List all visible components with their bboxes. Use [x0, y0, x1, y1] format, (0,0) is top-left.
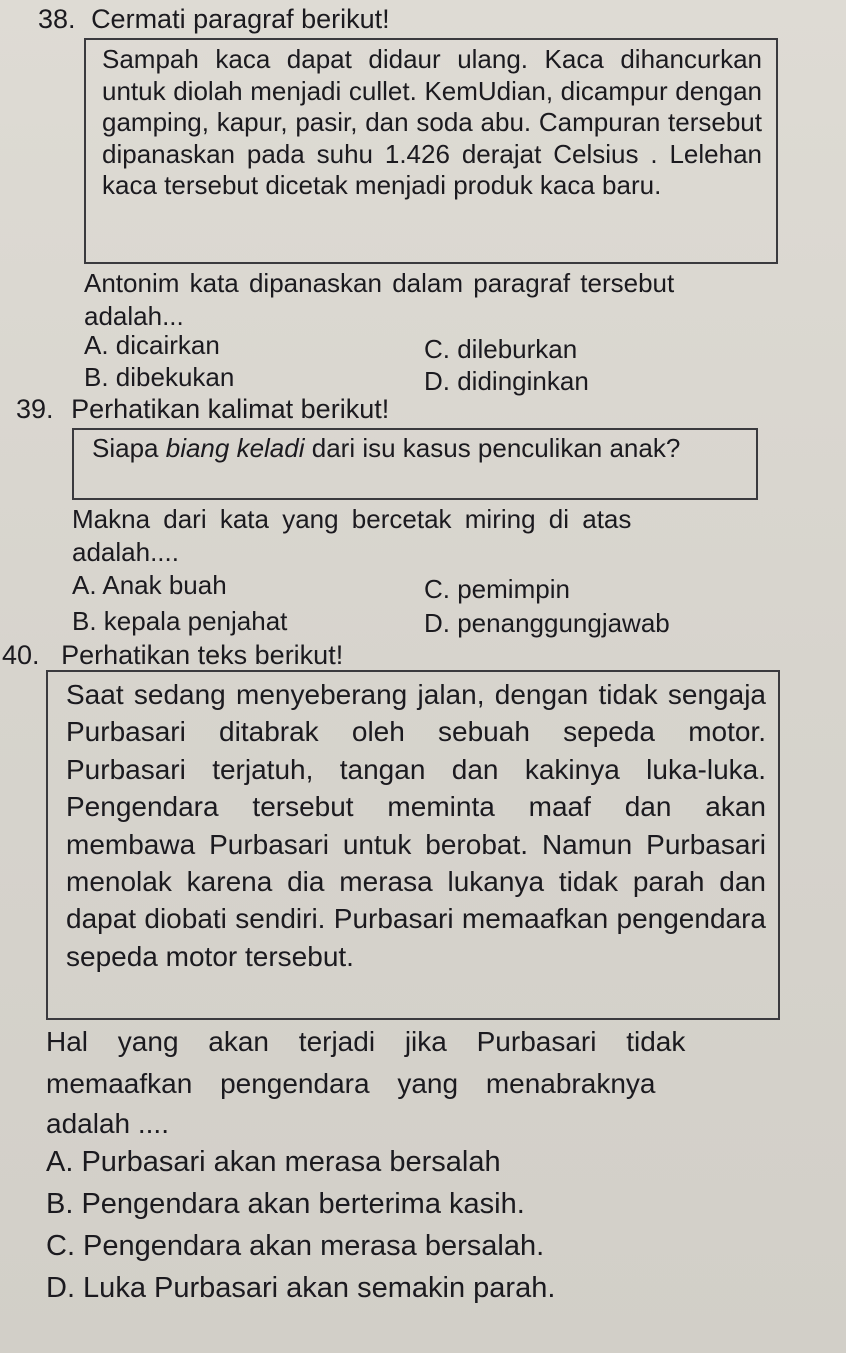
question-39-instruction: Perhatikan kalimat berikut!	[71, 394, 390, 424]
question-39-header	[16, 394, 389, 425]
question-39-prompt-line-1: Makna dari kata yang bercetak miring di atas	[72, 504, 632, 534]
question-40-prompt-line-1: Hal yang akan terjadi jika Purbasari tidak	[46, 1026, 686, 1057]
question-39-option-a[interactable]: A. Anak buah	[72, 570, 227, 600]
question-38-option-a[interactable]: A. dicairkan	[84, 330, 220, 360]
question-38-prompt-line-2: adalah...	[84, 301, 184, 331]
question-40-prompt-line-3: adalah ....	[46, 1108, 169, 1139]
question-38-option-c[interactable]: C. dileburkan	[424, 334, 578, 364]
question-38-prompt-line-1: Antonim kata dipanaskan dalam paragraf tersebut	[84, 268, 675, 298]
question-39-sentence-before: Siapa	[92, 433, 166, 463]
question-38-passage-box	[84, 38, 778, 264]
question-39-sentence-box	[72, 428, 758, 500]
question-38-option-b[interactable]: B. dibekukan	[84, 362, 235, 392]
question-38-passage: Sampah kaca dapat didaur ulang. Kaca dihancurkan untuk diolah menjadi cullet. KemUdian, dicampur dengan gamping, kapur, pasir, dan soda abu. Campuran tersebut dipanaskan pada suhu 1.426 derajat Celsius . Lelehan kaca tersebut dicetak menjadi produk kaca baru.	[102, 44, 762, 200]
question-40-option-a[interactable]: A. Purbasari akan merasa bersalah	[46, 1146, 501, 1178]
question-39-italic-phrase: biang keladi	[165, 433, 305, 463]
question-39-sentence	[92, 433, 742, 464]
question-40-passage-box	[46, 670, 780, 1020]
question-40-instruction: Perhatikan teks berikut!	[61, 640, 344, 670]
question-40-passage: Saat sedang menyeberang jalan, dengan tidak sengaja Purbasari ditabrak oleh sebuah sepeda motor. Purbasari terjatuh, tangan dan kakinya luka-luka. Pengendara tersebut meminta maaf dan akan membawa Purbasari untuk berobat. Namun Purbasari menolak karena dia merasa lukanya tidak parah dan dapat diobati sendiri. Purbasari memaafkan pengendara sepeda motor tersebut.	[66, 679, 766, 972]
question-38-number: 38.	[38, 4, 76, 34]
question-39-prompt-line-2: adalah....	[72, 537, 179, 567]
question-40-number: 40.	[2, 640, 40, 670]
question-40-option-c[interactable]: C. Pengendara akan merasa bersalah.	[46, 1230, 545, 1262]
question-40-header	[2, 640, 343, 671]
question-40-option-b[interactable]: B. Pengendara akan berterima kasih.	[46, 1188, 525, 1220]
question-40-option-d[interactable]: D. Luka Purbasari akan semakin parah.	[46, 1272, 556, 1304]
question-39-option-d[interactable]: D. penanggungjawab	[424, 608, 670, 638]
question-39-number: 39.	[16, 394, 54, 424]
question-38-option-d[interactable]: D. didinginkan	[424, 366, 589, 396]
question-40-prompt-line-2: memaafkan pengendara yang menabraknya	[46, 1068, 656, 1099]
question-39-option-c[interactable]: C. pemimpin	[424, 574, 570, 604]
question-38-header	[38, 4, 390, 35]
question-39-option-b[interactable]: B. kepala penjahat	[72, 606, 288, 636]
question-38-instruction: Cermati paragraf berikut!	[91, 4, 390, 34]
question-39-sentence-after: dari isu kasus penculikan anak?	[304, 433, 681, 463]
